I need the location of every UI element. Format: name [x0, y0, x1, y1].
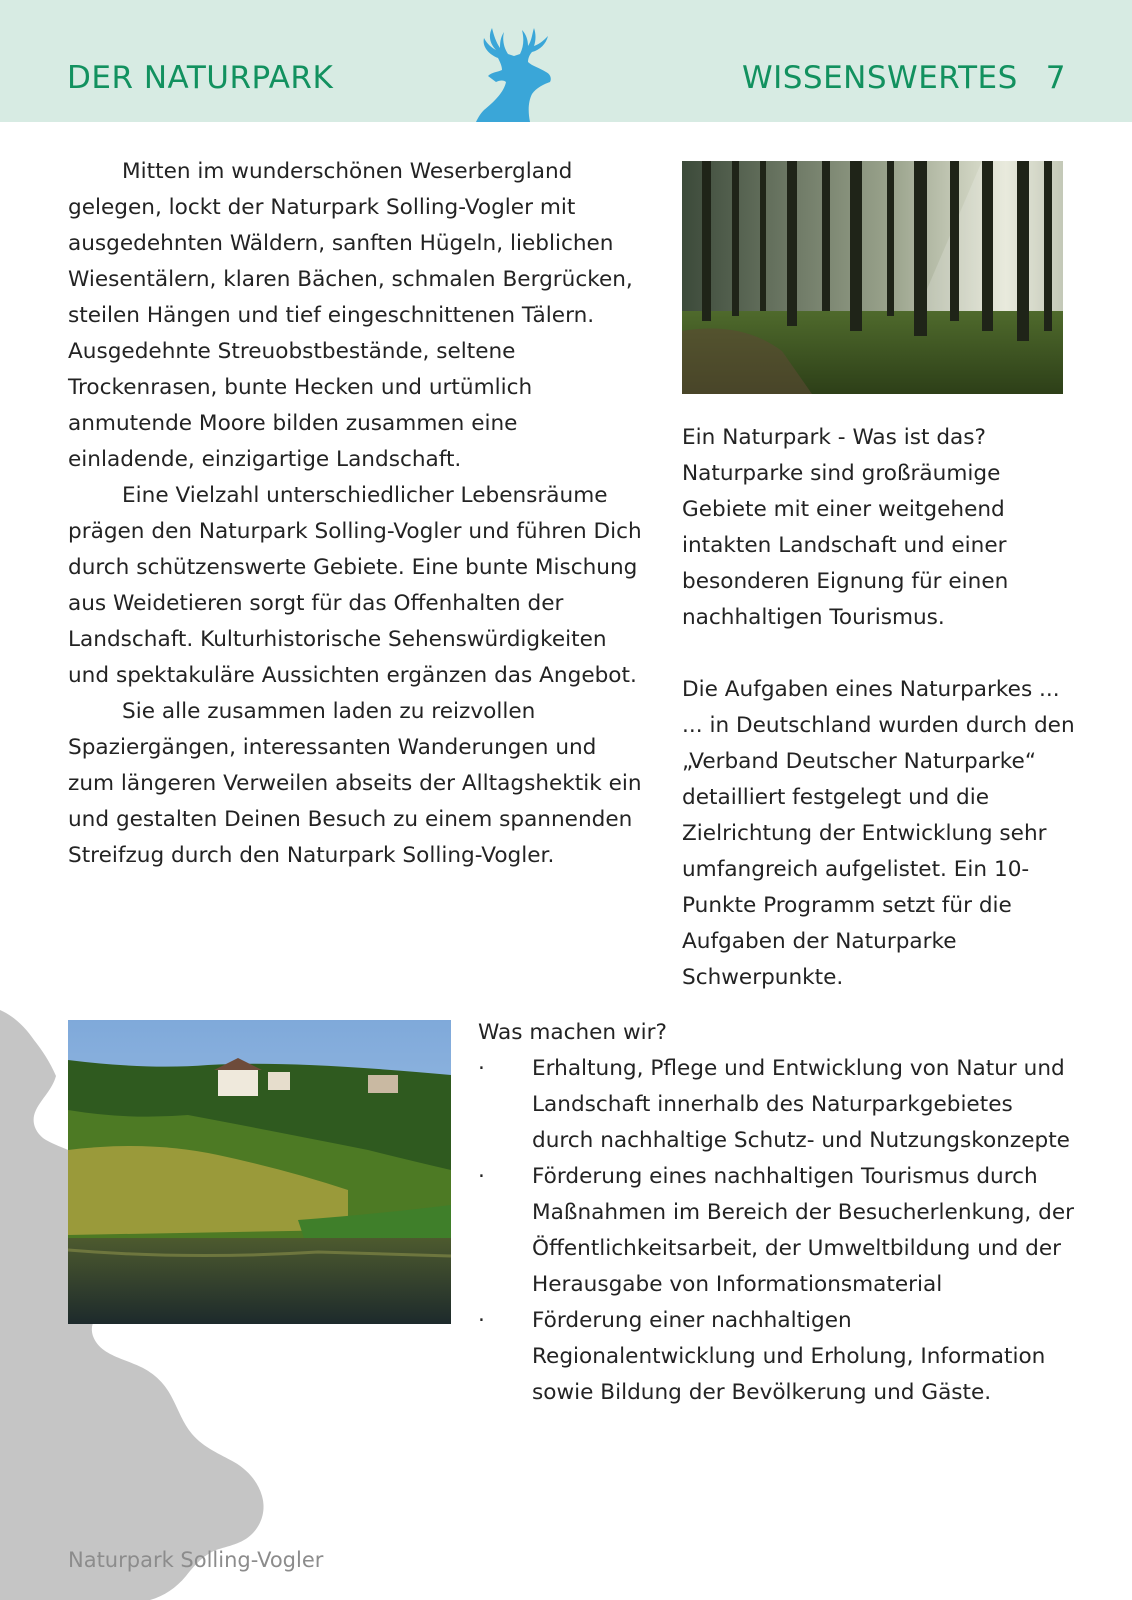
info-heading: Ein Naturpark - Was ist das?	[682, 425, 986, 450]
list-item-text: Förderung einer nachhaltigen Regionalentwicklung und Erholung, Information sowie Bildung der Bevölkerung und Gäste.	[532, 1308, 1046, 1405]
river-hillside-village-photo	[68, 1020, 451, 1324]
tasks-text: ... in Deutschland wurden durch den „Verband Deutscher Naturparke“ detailliert festgelegt und die Zielrichtung der Entwicklung sehr umfangreich aufgelistet. Ein 10-Punkte Programm setzt für die Aufgaben der Naturparke Schwerpunkte.	[682, 713, 1075, 990]
deer-head-icon	[470, 26, 554, 122]
bullet-icon: ·	[478, 1308, 485, 1333]
info-column	[682, 420, 1082, 996]
bullet-icon: ·	[478, 1056, 485, 1081]
what-we-do-section	[478, 1015, 1078, 1411]
intro-text	[68, 154, 648, 874]
intro-paragraph: Sie alle zusammen laden zu reizvollen Spaziergängen, interessanten Wanderungen und zum längeren Verweilen abseits der Alltagshektik ein und gestalten Deinen Besuch zu einem spannenden Streifzug durch den Naturpark Solling-Vogler.	[68, 699, 642, 868]
list-item	[478, 1303, 1078, 1411]
what-we-do-list	[478, 1051, 1078, 1411]
list-item-text: Erhaltung, Pflege und Entwicklung von Natur und Landschaft innerhalb des Naturparkgebietes durch nachhaltige Schutz- und Nutzungskonzepte	[532, 1056, 1070, 1153]
list-item	[478, 1159, 1078, 1303]
section-title: DER NATURPARK	[67, 60, 334, 96]
what-we-do-heading: Was machen wir?	[478, 1020, 667, 1045]
intro-paragraph: Mitten im wunderschönen Weserbergland gelegen, lockt der Naturpark Solling-Vogler mit ausgedehnten Wäldern, sanften Hügeln, lieblichen Wiesentälern, klaren Bächen, schmalen Bergrücken, steilen Hängen und tief eingeschnittenen Tälern. Ausgedehnte Streuobstbestände, seltene Trockenrasen, bunte Hecken und urtümlich anmutende Moore bilden zusammen eine einladende, einzigartige Landschaft.	[68, 159, 633, 472]
section-subtitle	[742, 60, 1066, 96]
page-header	[0, 0, 1132, 122]
intro-paragraph: Eine Vielzahl unterschiedlicher Lebensräume prägen den Naturpark Solling-Vogler und führen Dich durch schützenswerte Gebiete. Eine bunte Mischung aus Weidetieren sorgt für das Offenhalten der Landschaft. Kulturhistorische Sehenswürdigkeiten und spektakuläre Aussichten ergänzen das Angebot.	[68, 483, 642, 688]
bullet-icon: ·	[478, 1164, 485, 1189]
info-text: Naturparke sind großräumige Gebiete mit einer weitgehend intakten Landschaft und einer besonderen Eignung für einen nachhaltigen Tourismus.	[682, 461, 1009, 630]
list-item	[478, 1051, 1078, 1159]
subtitle-text: WISSENSWERTES	[741, 60, 1018, 96]
tasks-heading: Die Aufgaben eines Naturparkes ...	[682, 677, 1060, 702]
forest-sunbeams-photo	[682, 161, 1063, 394]
page-number: 7	[1045, 60, 1066, 96]
list-item-text: Förderung eines nachhaltigen Tourismus durch Maßnahmen im Bereich der Besucherlenkung, der Öffentlichkeitsarbeit, der Umweltbildung und der Herausgabe von Informationsmaterial	[532, 1164, 1075, 1297]
page-footer: Naturpark Solling-Vogler	[68, 1548, 324, 1572]
